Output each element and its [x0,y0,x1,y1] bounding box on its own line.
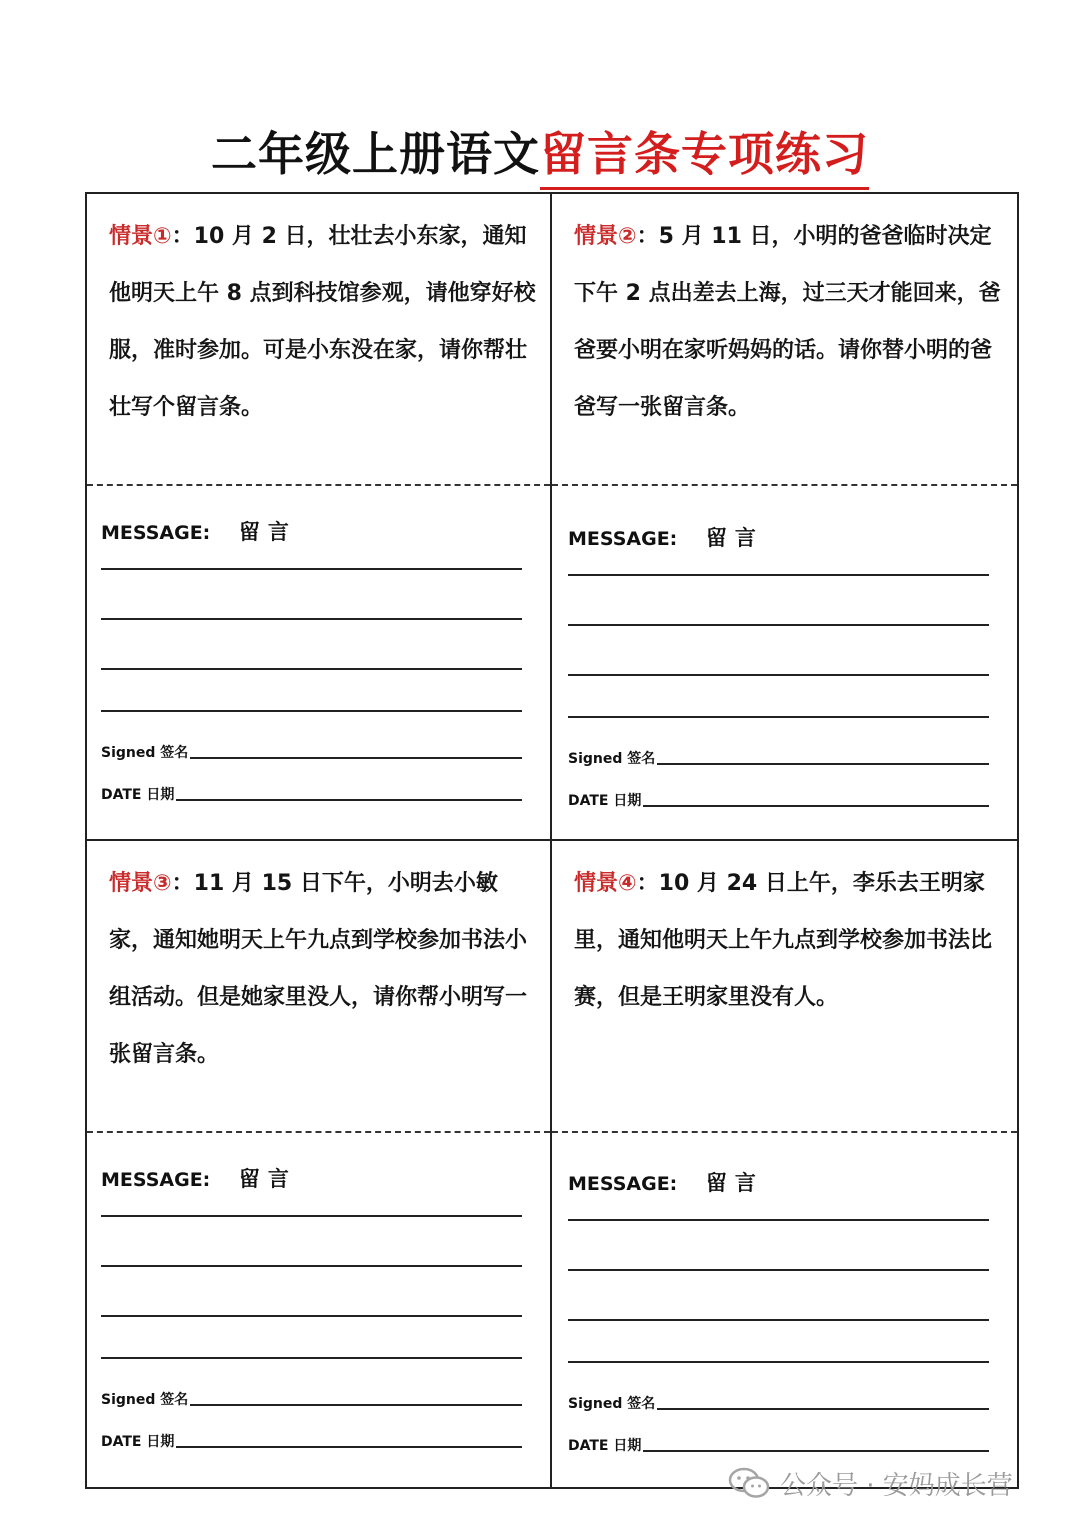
signed-line[interactable] [657,763,989,765]
writing-line[interactable] [568,1219,989,1221]
scenario-card-1 [87,194,552,841]
date-label: DATE 日期 [101,1434,175,1450]
scenario-tag: 情景② [574,224,637,249]
signed-line[interactable] [657,1408,989,1410]
scenario-text [109,855,538,1125]
message-area [568,522,989,810]
title-black-part: 二年级上册语文 [211,127,540,181]
date-line[interactable] [643,1450,989,1452]
message-header [101,516,522,546]
cut-line [87,1131,550,1133]
cut-line [552,1131,1017,1133]
watermark-text: 公众号 · 安妈成长营 [780,1470,1013,1501]
signed-label: Signed 签名 [568,751,656,767]
message-header [568,522,989,552]
writing-line[interactable] [568,624,989,626]
message-label: MESSAGE: [101,1169,211,1191]
date-row [568,1435,989,1455]
message-label: MESSAGE: [568,1173,678,1195]
signed-label: Signed 签名 [568,1396,656,1412]
date-label: DATE 日期 [568,1438,642,1454]
title-red-part: 留言条专项练习 [540,118,869,184]
signed-row [568,748,989,768]
signed-row [568,1393,989,1413]
date-label: DATE 日期 [568,793,642,809]
writing-line[interactable] [568,574,989,576]
signed-row [101,1389,522,1409]
writing-line[interactable] [101,618,522,620]
date-row [568,790,989,810]
writing-line[interactable] [568,1319,989,1321]
scenario-body: ：5 月 11 日，小明的爸爸临时决定下午 2 点出差去上海，过三天才能回来，爸爸要小明在家听妈妈的话。请你替小明的爸爸写一张留言条。 [574,224,1001,420]
wechat-icon [728,1467,770,1499]
cut-line [552,484,1017,486]
message-area [101,1163,522,1451]
writing-line[interactable] [101,1315,522,1317]
message-label: MESSAGE: [568,528,678,550]
scenario-body: ：10 月 2 日，壮壮去小东家，通知他明天上午 8 点到科技馆参观，请他穿好校服，准时参加。可是小东没在家，请你帮壮壮写个留言条。 [109,224,536,420]
scenario-tag: 情景④ [574,871,637,896]
scenario-body: ：10 月 24 日上午，李乐去王明家里，通知他明天上午九点到学校参加书法比赛，但是王明家里没有人。 [574,871,993,1010]
scenario-body: ：11 月 15 日下午，小明去小敏家，通知她明天上午九点到学校参加书法小组活动。但是她家里没人，请你帮小明写一张留言条。 [109,871,528,1067]
writing-line[interactable] [101,1215,522,1217]
message-area [101,516,522,804]
signed-label: Signed 签名 [101,1392,189,1408]
date-row [101,1431,522,1451]
writing-line[interactable] [568,716,989,718]
date-label: DATE 日期 [101,787,175,803]
signed-line[interactable] [190,1404,522,1406]
writing-line[interactable] [101,668,522,670]
writing-line[interactable] [101,568,522,570]
scenario-text [574,208,1005,478]
scenario-card-4 [552,841,1017,1487]
scenario-tag: 情景① [109,224,172,249]
worksheet-grid [85,192,1019,1489]
writing-line[interactable] [568,1269,989,1271]
message-label-cn: 留言 [238,1167,297,1191]
message-header [101,1163,522,1193]
writing-line[interactable] [101,710,522,712]
date-line[interactable] [176,799,522,801]
scenario-card-3 [87,841,552,1487]
cut-line [87,484,550,486]
message-header [568,1167,989,1197]
watermark [728,1463,1013,1503]
date-line[interactable] [176,1446,522,1448]
writing-line[interactable] [101,1265,522,1267]
signed-row [101,742,522,762]
message-label-cn: 留言 [705,526,764,550]
date-line[interactable] [643,805,989,807]
signed-label: Signed 签名 [101,745,189,761]
signed-line[interactable] [190,757,522,759]
message-label-cn: 留言 [238,520,297,544]
message-area [568,1167,989,1455]
scenario-text [109,208,538,478]
message-label: MESSAGE: [101,522,211,544]
scenario-card-2 [552,194,1017,841]
writing-line[interactable] [101,1357,522,1359]
writing-line[interactable] [568,674,989,676]
writing-line[interactable] [568,1361,989,1363]
message-label-cn: 留言 [705,1171,764,1195]
page-title [0,118,1080,184]
scenario-tag: 情景③ [109,871,172,896]
date-row [101,784,522,804]
scenario-text [574,855,1005,1125]
